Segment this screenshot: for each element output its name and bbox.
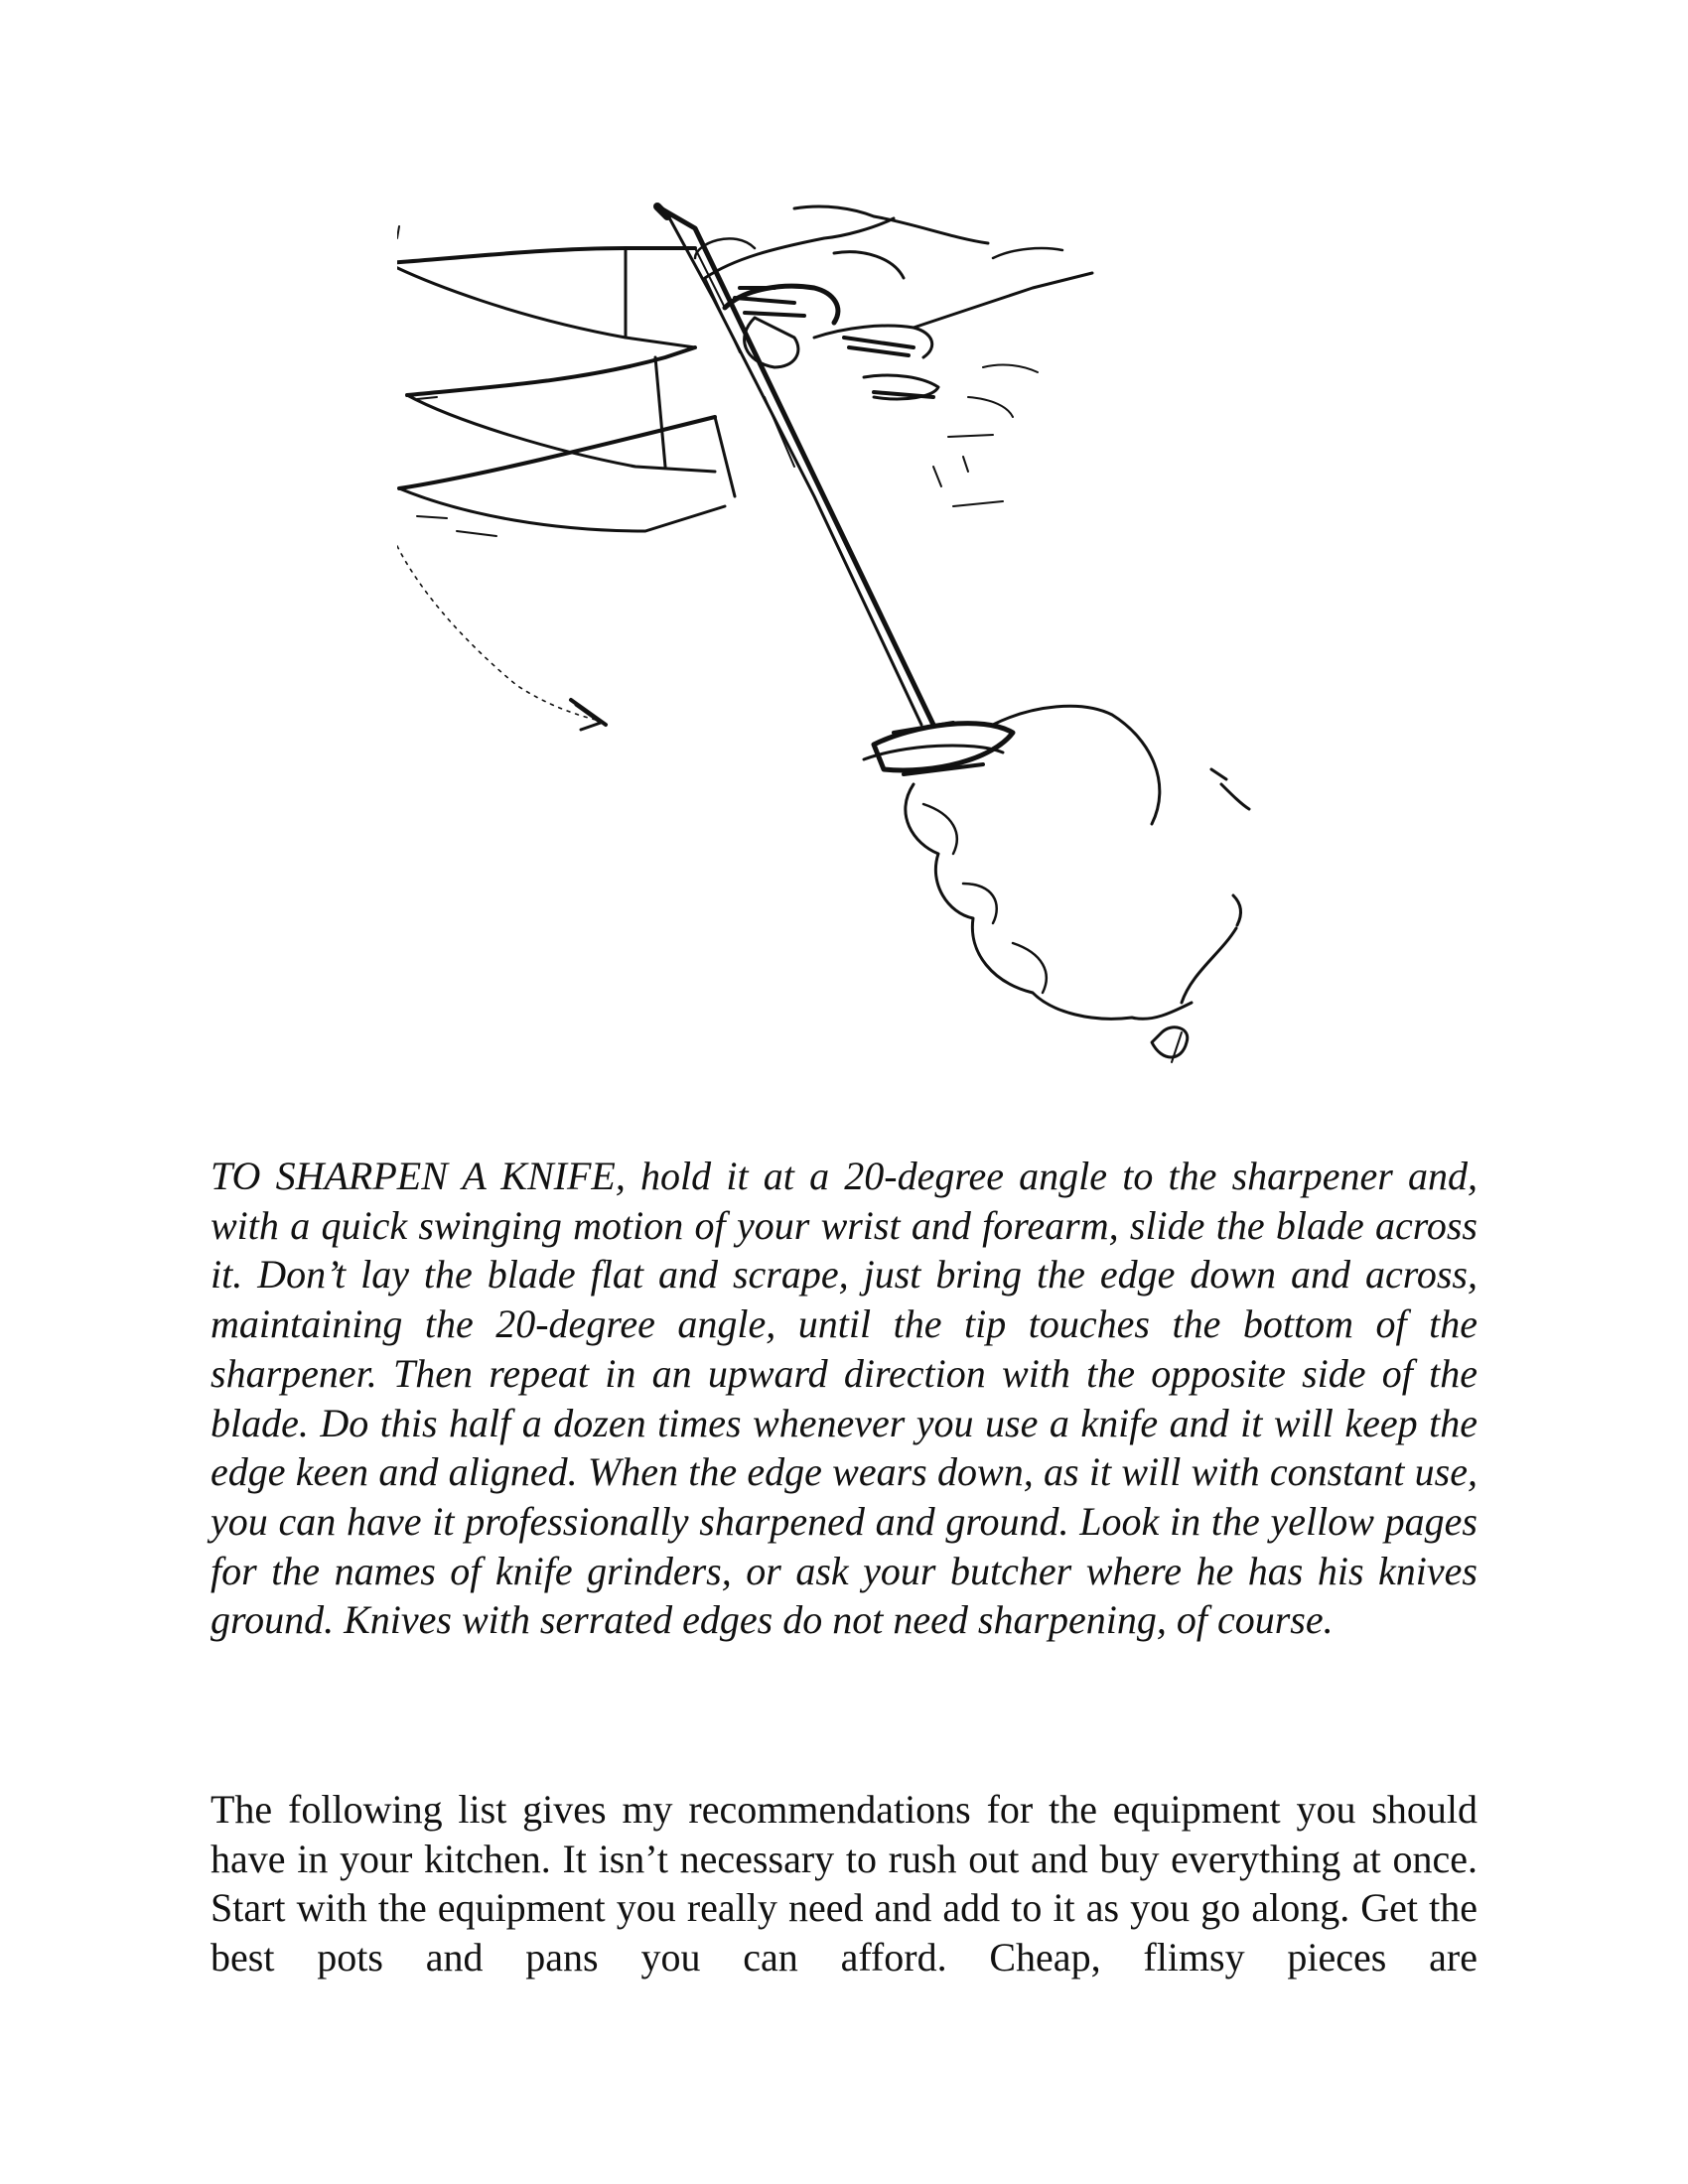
knife-sharpening-illustration <box>397 189 1291 1112</box>
illustration-caption: TO SHARPEN A KNIFE, hold it at a 20-degree angle to the sharpener and, with a quick swinging motion of your wrist and forearm, slide the blade across it. Don’t lay the blade flat and scrape, just bring the edge down and across, maintaining the 20-degree angle, until the tip touches the bottom of the sharpener. Then repeat in an upward direction with the opposite side of the blade. Do this half a dozen times whenever you use a knife and it will keep the edge keen and aligned. When the edge wears down, as it will with constant use, you can have it professionally sharpened and ground. Look in the yellow pages for the names of knife grinders, or ask your butcher where he has his knives ground. Knives with serrated edges do not need sharpening, of course. <box>211 1154 1477 1643</box>
steel-guard <box>864 723 1013 774</box>
body-paragraph: The following list gives my recommendations for the equipment you should have in your kitchen. It isn’t necessary to rush out and buy everything at once. Start with the equipment you really need and add to it as you go along. Get the best pots and pans you can afford. Cheap, flimsy pieces are <box>211 1787 1477 1980</box>
lower-hand <box>906 706 1249 1062</box>
knife-blade-bottom <box>399 417 735 536</box>
knife-blade-top <box>397 226 695 347</box>
knife-sharpening-sketch-icon <box>397 189 1291 1112</box>
motion-arrow <box>397 546 606 730</box>
